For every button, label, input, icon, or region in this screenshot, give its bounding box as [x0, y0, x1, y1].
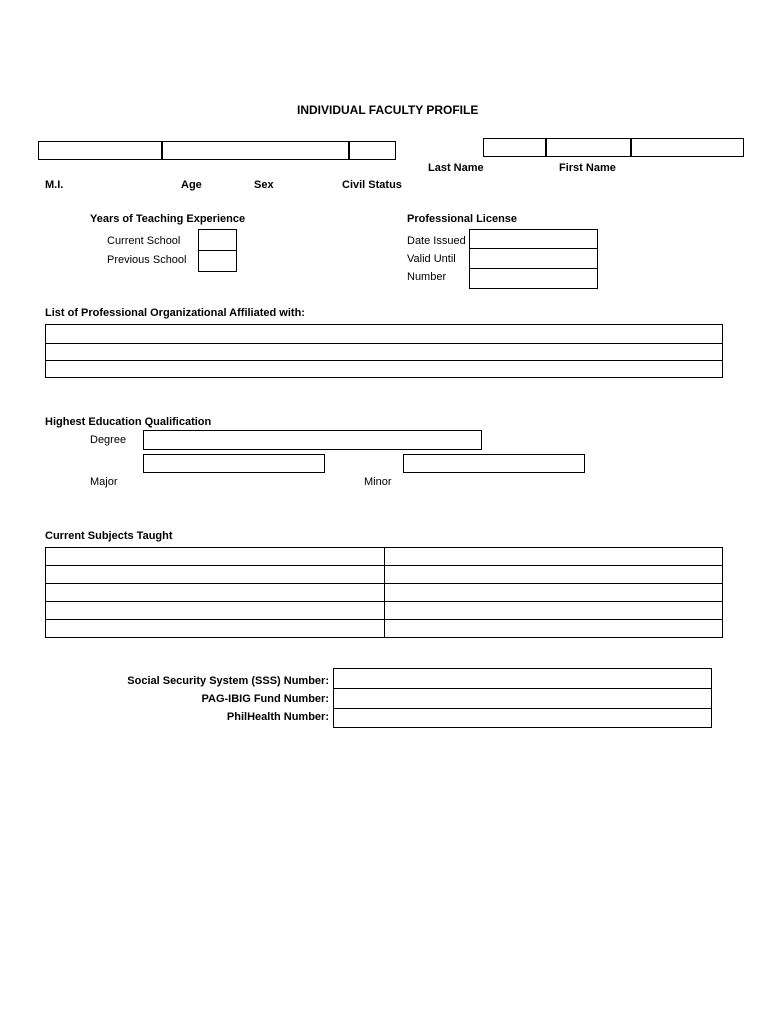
degree-label: Degree	[90, 434, 127, 446]
subject-cell-4-2[interactable]	[384, 601, 723, 619]
subject-cell-1-1[interactable]	[45, 547, 384, 565]
valid-until-label: Valid Until	[407, 253, 456, 265]
organization-row-1[interactable]	[45, 324, 723, 344]
minor-label: Minor	[364, 476, 392, 488]
age-label: Age	[181, 179, 202, 191]
organization-row-2[interactable]	[45, 343, 723, 361]
minor-field[interactable]	[403, 454, 585, 473]
subject-cell-5-1[interactable]	[45, 619, 384, 638]
civil-status-field[interactable]	[349, 141, 396, 160]
last-name-label: Last Name	[428, 162, 484, 174]
degree-field[interactable]	[143, 430, 482, 450]
last-name-field[interactable]	[483, 138, 546, 157]
teaching-experience-heading: Years of Teaching Experience	[90, 213, 246, 225]
education-heading: Highest Education Qualification	[45, 416, 212, 428]
age-sex-field[interactable]	[162, 141, 349, 160]
philhealth-number-field[interactable]	[333, 708, 712, 728]
license-number-label: Number	[407, 271, 447, 283]
professional-license-heading: Professional License	[407, 213, 518, 225]
organization-row-3[interactable]	[45, 360, 723, 378]
sex-label: Sex	[254, 179, 274, 191]
organizations-heading: List of Professional Organizational Affiliated with:	[45, 307, 305, 319]
subject-cell-5-2[interactable]	[384, 619, 723, 638]
current-school-years-field[interactable]	[198, 229, 237, 251]
previous-school-years-field[interactable]	[198, 250, 237, 272]
date-issued-label: Date Issued	[407, 235, 466, 247]
subject-cell-3-1[interactable]	[45, 583, 384, 601]
sss-number-field[interactable]	[333, 668, 712, 689]
first-name-field[interactable]	[546, 138, 631, 157]
mi-label: M.I.	[45, 179, 64, 191]
subject-cell-1-2[interactable]	[384, 547, 723, 565]
subjects-heading: Current Subjects Taught	[45, 530, 173, 542]
pagibig-label: PAG-IBIG Fund Number:	[201, 693, 329, 705]
civil-status-label: Civil Status	[342, 179, 402, 191]
major-label: Major	[90, 476, 118, 488]
sss-label: Social Security System (SSS) Number:	[127, 675, 329, 687]
previous-school-label: Previous School	[107, 254, 187, 266]
date-issued-field[interactable]	[469, 229, 598, 249]
mi-field[interactable]	[38, 141, 162, 160]
subject-cell-3-2[interactable]	[384, 583, 723, 601]
current-school-label: Current School	[107, 235, 181, 247]
subject-cell-2-2[interactable]	[384, 565, 723, 583]
subject-cell-4-1[interactable]	[45, 601, 384, 619]
license-number-field[interactable]	[469, 268, 598, 289]
pagibig-number-field[interactable]	[333, 688, 712, 709]
form-title: INDIVIDUAL FACULTY PROFILE	[297, 103, 479, 117]
major-field[interactable]	[143, 454, 325, 473]
subject-cell-2-1[interactable]	[45, 565, 384, 583]
philhealth-label: PhilHealth Number:	[226, 711, 329, 723]
middle-name-field[interactable]	[631, 138, 744, 157]
valid-until-field[interactable]	[469, 248, 598, 269]
first-name-label: First Name	[559, 162, 616, 174]
